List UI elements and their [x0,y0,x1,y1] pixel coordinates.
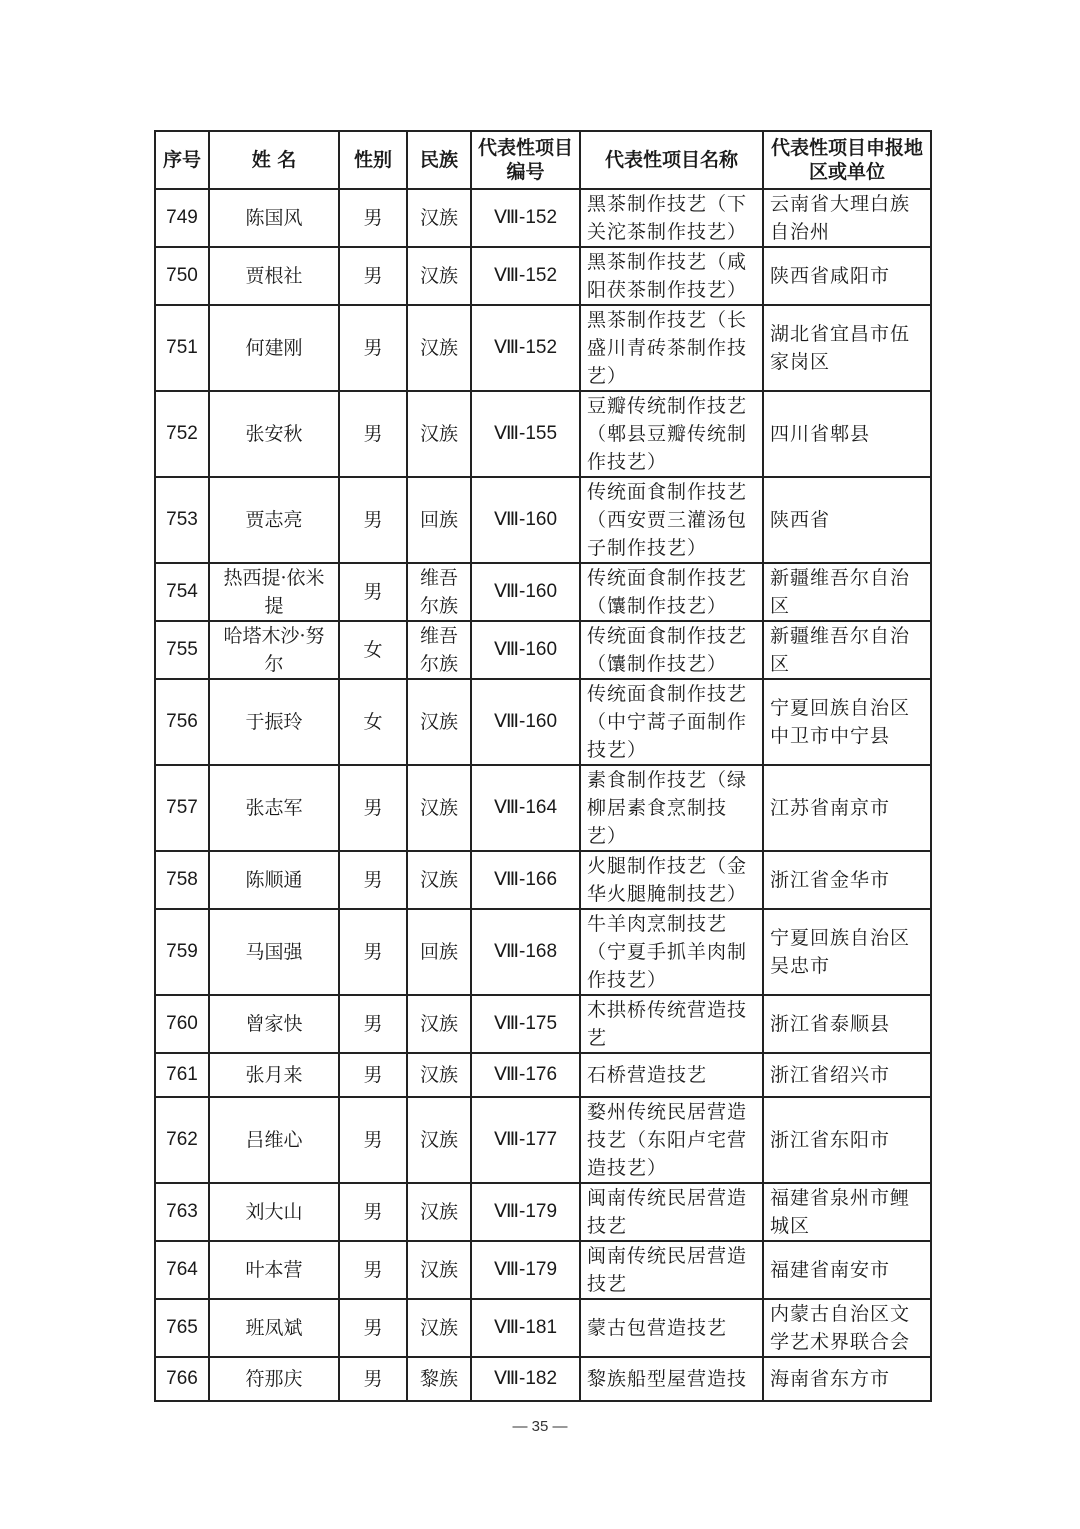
page-number: — 35 — [512,1418,568,1435]
region-cell: 新疆维吾尔自治区 [763,621,931,679]
table-row [155,391,931,477]
inheritor-name: 张安秋 [209,391,339,477]
project-name: 黑茶制作技艺（下关沱茶制作技艺） [580,189,763,247]
region-cell: 福建省南安市 [763,1241,931,1299]
table-row [155,621,931,679]
region-cell: 内蒙古自治区文学艺术界联合会 [763,1299,931,1357]
project-name: 传统面食制作技艺（馕制作技艺） [580,563,763,621]
sex-cell: 男 [339,851,407,909]
project-code: Ⅷ-168 [471,909,580,995]
table-row [155,679,931,765]
region-cell: 宁夏回族自治区吴忠市 [763,909,931,995]
sex-cell: 男 [339,995,407,1053]
sex-cell: 男 [339,247,407,305]
project-name: 传统面食制作技艺（西安贾三灌汤包子制作技艺） [580,477,763,563]
table-row [155,305,931,391]
project-code: Ⅷ-160 [471,621,580,679]
inheritor-name: 热西提·依米提 [209,563,339,621]
table-row [155,851,931,909]
ethnicity-cell: 汉族 [407,305,471,391]
row-number: 763 [155,1183,209,1241]
sex-cell: 男 [339,1053,407,1097]
sex-cell: 男 [339,1097,407,1183]
table-row [155,247,931,305]
sex-cell: 男 [339,765,407,851]
project-name: 婺州传统民居营造技艺（东阳卢宅营造技艺） [580,1097,763,1183]
sex-cell: 男 [339,305,407,391]
project-code: Ⅷ-160 [471,679,580,765]
region-cell: 云南省大理白族自治州 [763,189,931,247]
inheritor-name: 于振玲 [209,679,339,765]
inheritor-name: 符那庆 [209,1357,339,1401]
ethnicity-cell: 回族 [407,909,471,995]
ethnicity-cell: 汉族 [407,247,471,305]
header-ethnicity: 民族 [407,131,471,189]
table-row [155,1357,931,1401]
row-number: 762 [155,1097,209,1183]
region-cell: 浙江省泰顺县 [763,995,931,1053]
project-name: 素食制作技艺（绿柳居素食烹制技艺） [580,765,763,851]
project-code: Ⅷ-155 [471,391,580,477]
header-sex: 性别 [339,131,407,189]
inheritor-name: 班凤斌 [209,1299,339,1357]
region-cell: 江苏省南京市 [763,765,931,851]
sex-cell: 男 [339,1241,407,1299]
header-region: 代表性项目申报地区或单位 [763,131,931,189]
sex-cell: 男 [339,909,407,995]
table-row [155,189,931,247]
row-number: 766 [155,1357,209,1401]
project-name: 闽南传统民居营造技艺 [580,1183,763,1241]
header-name: 姓 名 [209,131,339,189]
region-cell: 新疆维吾尔自治区 [763,563,931,621]
ethnicity-cell: 汉族 [407,391,471,477]
row-number: 761 [155,1053,209,1097]
row-number: 754 [155,563,209,621]
inheritor-name: 贾根社 [209,247,339,305]
project-code: Ⅷ-166 [471,851,580,909]
project-name: 豆瓣传统制作技艺（郫县豆瓣传统制作技艺） [580,391,763,477]
project-name: 石桥营造技艺 [580,1053,763,1097]
region-cell: 陕西省 [763,477,931,563]
project-code: Ⅷ-179 [471,1241,580,1299]
ethnicity-cell: 汉族 [407,765,471,851]
project-name: 蒙古包营造技艺 [580,1299,763,1357]
project-code: Ⅷ-182 [471,1357,580,1401]
inheritor-name: 张志军 [209,765,339,851]
project-code: Ⅷ-160 [471,563,580,621]
row-number: 752 [155,391,209,477]
table-row [155,909,931,995]
header-project: 代表性项目名称 [580,131,763,189]
project-code: Ⅷ-160 [471,477,580,563]
ethnicity-cell: 回族 [407,477,471,563]
region-cell: 湖北省宜昌市伍家岗区 [763,305,931,391]
inheritor-name: 曾家快 [209,995,339,1053]
row-number: 749 [155,189,209,247]
project-name: 黑茶制作技艺（咸阳茯茶制作技艺） [580,247,763,305]
sex-cell: 男 [339,1183,407,1241]
table-row [155,1097,931,1183]
project-code: Ⅷ-181 [471,1299,580,1357]
project-code: Ⅷ-177 [471,1097,580,1183]
inheritor-name: 陈国风 [209,189,339,247]
project-code: Ⅷ-152 [471,305,580,391]
row-number: 753 [155,477,209,563]
sex-cell: 男 [339,563,407,621]
ethnicity-cell: 汉族 [407,1183,471,1241]
ethnicity-cell: 汉族 [407,1053,471,1097]
project-name: 黎族船型屋营造技 [580,1357,763,1401]
header-code: 代表性项目编号 [471,131,580,189]
row-number: 764 [155,1241,209,1299]
project-code: Ⅷ-152 [471,189,580,247]
region-cell: 浙江省金华市 [763,851,931,909]
project-code: Ⅷ-179 [471,1183,580,1241]
table-row [155,1299,931,1357]
inheritor-name: 马国强 [209,909,339,995]
inheritor-name: 叶本营 [209,1241,339,1299]
ethnicity-cell: 维吾尔族 [407,563,471,621]
inheritor-name: 何建刚 [209,305,339,391]
sex-cell: 男 [339,1299,407,1357]
table-row [155,1183,931,1241]
project-name: 传统面食制作技艺（中宁蒿子面制作技艺） [580,679,763,765]
sex-cell: 男 [339,391,407,477]
ethnicity-cell: 汉族 [407,1299,471,1357]
inheritor-table [154,130,932,1402]
project-name: 传统面食制作技艺（馕制作技艺） [580,621,763,679]
inheritor-name: 吕维心 [209,1097,339,1183]
sex-cell: 男 [339,189,407,247]
header-num: 序号 [155,131,209,189]
ethnicity-cell: 汉族 [407,1097,471,1183]
ethnicity-cell: 汉族 [407,851,471,909]
project-name: 牛羊肉烹制技艺（宁夏手抓羊肉制作技艺） [580,909,763,995]
table-header-row [155,131,931,189]
table-row [155,563,931,621]
sex-cell: 男 [339,1357,407,1401]
ethnicity-cell: 黎族 [407,1357,471,1401]
ethnicity-cell: 汉族 [407,1241,471,1299]
row-number: 750 [155,247,209,305]
region-cell: 浙江省东阳市 [763,1097,931,1183]
inheritor-name: 贾志亮 [209,477,339,563]
table-row [155,995,931,1053]
project-name: 火腿制作技艺（金华火腿腌制技艺） [580,851,763,909]
sex-cell: 男 [339,477,407,563]
project-name: 木拱桥传统营造技艺 [580,995,763,1053]
row-number: 756 [155,679,209,765]
row-number: 765 [155,1299,209,1357]
ethnicity-cell: 汉族 [407,189,471,247]
ethnicity-cell: 汉族 [407,995,471,1053]
project-code: Ⅷ-152 [471,247,580,305]
sex-cell: 女 [339,621,407,679]
ethnicity-cell: 维吾尔族 [407,621,471,679]
project-name: 闽南传统民居营造技艺 [580,1241,763,1299]
inheritor-name: 刘大山 [209,1183,339,1241]
inheritor-name: 张月来 [209,1053,339,1097]
project-code: Ⅷ-164 [471,765,580,851]
row-number: 758 [155,851,209,909]
table-row [155,765,931,851]
sex-cell: 女 [339,679,407,765]
project-name: 黑茶制作技艺（长盛川青砖茶制作技艺） [580,305,763,391]
row-number: 759 [155,909,209,995]
ethnicity-cell: 汉族 [407,679,471,765]
row-number: 760 [155,995,209,1053]
row-number: 757 [155,765,209,851]
project-code: Ⅷ-175 [471,995,580,1053]
table-body [155,189,931,1401]
table-row [155,1241,931,1299]
table-row [155,477,931,563]
region-cell: 浙江省绍兴市 [763,1053,931,1097]
row-number: 751 [155,305,209,391]
region-cell: 福建省泉州市鲤城区 [763,1183,931,1241]
inheritor-name: 陈顺通 [209,851,339,909]
region-cell: 海南省东方市 [763,1357,931,1401]
region-cell: 四川省郫县 [763,391,931,477]
row-number: 755 [155,621,209,679]
table-row [155,1053,931,1097]
region-cell: 陕西省咸阳市 [763,247,931,305]
region-cell: 宁夏回族自治区中卫市中宁县 [763,679,931,765]
project-code: Ⅷ-176 [471,1053,580,1097]
inheritor-name: 哈塔木沙·努尔 [209,621,339,679]
